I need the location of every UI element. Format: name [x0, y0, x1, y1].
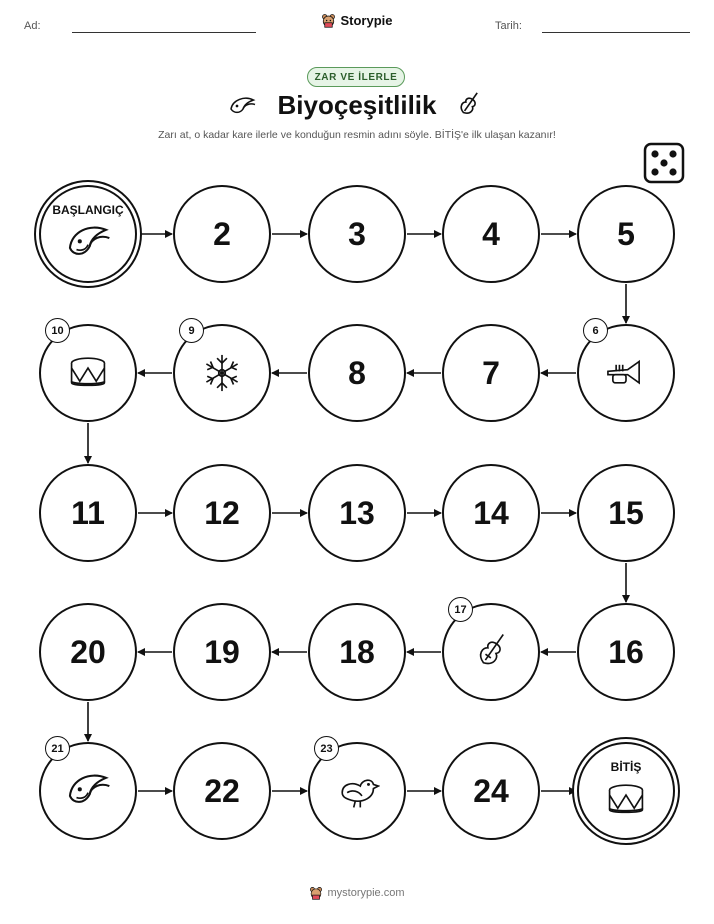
drum-icon [603, 777, 649, 823]
tile-number: 18 [339, 633, 375, 670]
tile-number: 5 [617, 215, 635, 252]
tile-number-badge: 23 [314, 736, 339, 761]
toucan-icon [65, 768, 111, 814]
board-tile[interactable] [308, 324, 406, 422]
tile-number: 11 [71, 494, 105, 531]
tile-number: 14 [473, 494, 509, 531]
drum-icon [65, 350, 111, 396]
board-tile[interactable] [173, 464, 271, 562]
tile-number: 12 [204, 494, 240, 531]
tile-number: 16 [608, 633, 644, 670]
tile-number-badge: 6 [583, 318, 608, 343]
board-tile[interactable] [577, 603, 675, 701]
tile-number: 22 [204, 772, 240, 809]
tile-number-badge: 9 [179, 318, 204, 343]
tile-number: 2 [213, 215, 231, 252]
tile-number: 7 [482, 354, 500, 391]
instructions: Zarı at, o kadar kare ilerle ve konduğun resmin adını söyle. BİTİŞ'e ilk ulaşan kazanır! [158, 129, 556, 141]
footer-url[interactable]: mystorypie.com [327, 887, 405, 899]
board-tile[interactable] [39, 742, 137, 840]
board-tile[interactable] [173, 185, 271, 283]
page-title: Biyoçeşitlilik [277, 90, 437, 120]
board-tile[interactable] [442, 185, 540, 283]
snowflake-icon [199, 350, 245, 396]
board-tile[interactable] [577, 464, 675, 562]
board-tile[interactable] [39, 324, 137, 422]
tile-number: 3 [348, 215, 366, 252]
tile-number: 24 [473, 772, 509, 809]
board-tile[interactable] [442, 603, 540, 701]
name-label: Ad: [24, 20, 41, 32]
tile-number-badge: 10 [45, 318, 70, 343]
game-type-badge: ZAR VE İLERLE [307, 67, 405, 87]
board-tile[interactable] [39, 603, 137, 701]
violin-icon [468, 629, 514, 675]
tile-number: 4 [482, 215, 500, 252]
trumpet-icon [603, 350, 649, 396]
board-tile[interactable] [308, 464, 406, 562]
board-tile[interactable] [308, 742, 406, 840]
tile-number: 8 [348, 354, 366, 391]
finish-tile[interactable] [577, 742, 675, 840]
bird-icon [334, 768, 380, 814]
start-tile[interactable] [39, 185, 137, 283]
board-tile[interactable] [577, 185, 675, 283]
footer [0, 886, 714, 903]
date-label: Tarih: [495, 20, 522, 32]
board-tile[interactable] [308, 603, 406, 701]
tile-number: 19 [204, 633, 240, 670]
board-tile[interactable] [442, 742, 540, 840]
tile-label: BİTİŞ [610, 760, 642, 774]
board-tile[interactable] [173, 742, 271, 840]
toucan-icon [65, 220, 111, 266]
board-tile[interactable] [442, 324, 540, 422]
board-tile[interactable] [173, 324, 271, 422]
tile-number: 20 [70, 633, 106, 670]
board-tile[interactable] [442, 464, 540, 562]
tile-number: 13 [339, 494, 375, 531]
tile-number: 15 [608, 494, 644, 531]
tile-number-badge: 21 [45, 736, 70, 761]
board-tile[interactable] [308, 185, 406, 283]
bear-footer-icon [309, 886, 323, 900]
brand-name: Storypie [340, 13, 393, 28]
board-tile[interactable] [39, 464, 137, 562]
tile-number-badge: 17 [448, 597, 473, 622]
tile-label: BAŞLANGIÇ [52, 203, 124, 217]
board-tile[interactable] [577, 324, 675, 422]
board-tile[interactable] [173, 603, 271, 701]
